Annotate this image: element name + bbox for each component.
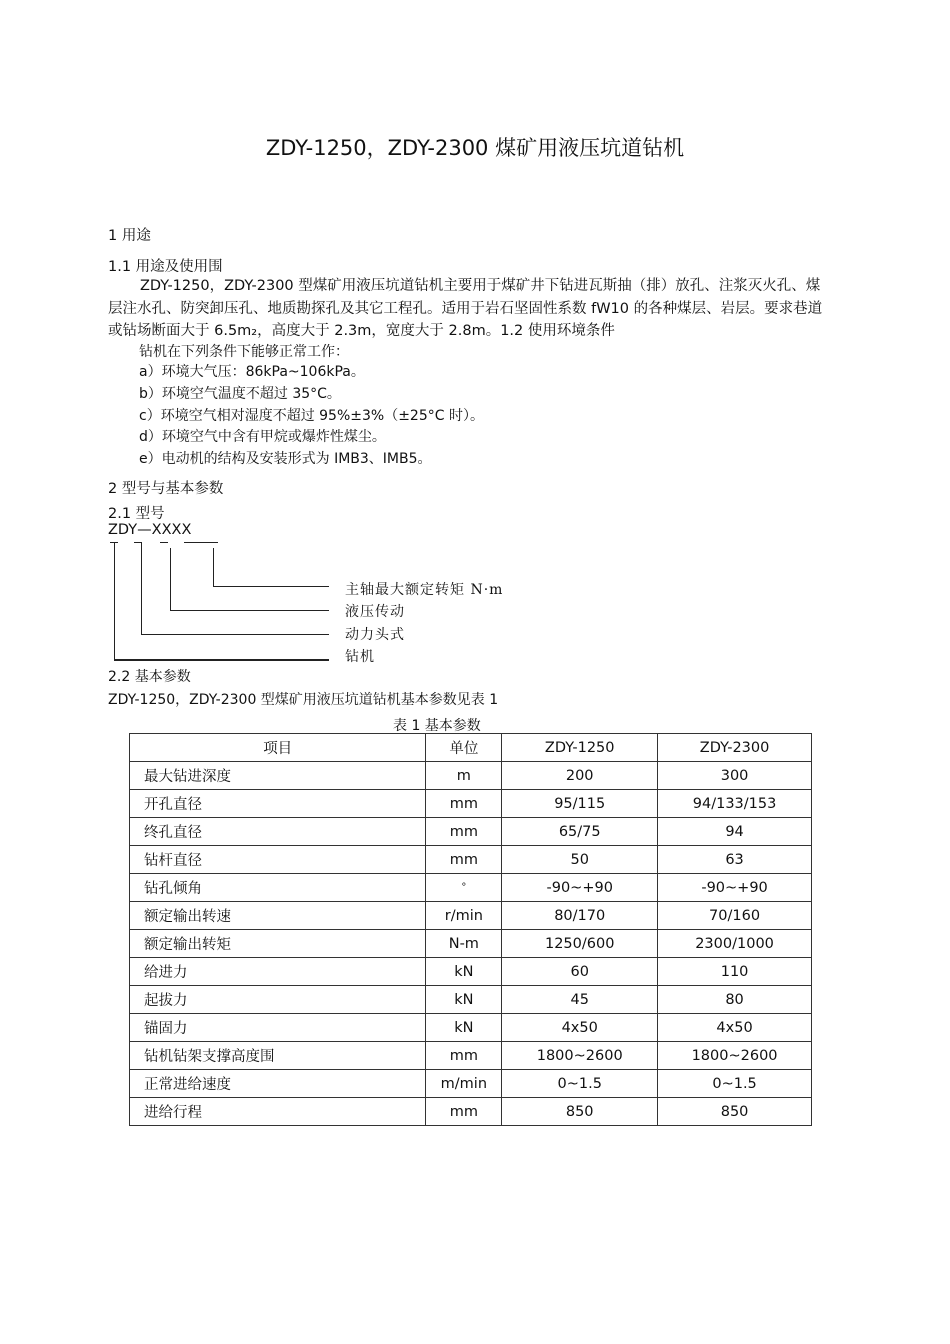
- usage-line-2: 层注水孔、防突卸压孔、地质勘探孔及其它工程孔。适用于岩石坚固性系数 fW10 的各种煤层、岩层。要求巷道: [108, 300, 823, 317]
- table-cell: 1800~2600: [658, 1042, 812, 1070]
- table-cell: 0~1.5: [658, 1070, 812, 1098]
- table-row: [130, 1014, 812, 1042]
- table-cell: 4x50: [502, 1014, 658, 1042]
- table-cell: 开孔直径: [130, 790, 426, 818]
- table-cell: 额定输出转速: [130, 902, 426, 930]
- table-cell: mm: [426, 846, 502, 874]
- table-cell: m: [426, 762, 502, 790]
- table-row: [130, 818, 812, 846]
- usage-line-1: ZDY-1250，ZDY-2300 型煤矿用液压坑道钻机主要用于煤矿井下钻进瓦斯抽（排）放孔、注浆灭火孔、煤: [140, 278, 821, 294]
- table-cell: mm: [426, 1098, 502, 1126]
- table-cell: -90~+90: [658, 874, 812, 902]
- diagram-label-powerhead: 动力头式: [345, 627, 405, 643]
- table-cell: 终孔直径: [130, 818, 426, 846]
- table-row: [130, 1042, 812, 1070]
- table-cell: 300: [658, 762, 812, 790]
- parameters-table: [129, 733, 812, 1126]
- section-2-2-heading: 2.2 基本参数: [108, 669, 191, 685]
- table-cell: m/min: [426, 1070, 502, 1098]
- table-row: [130, 986, 812, 1014]
- diagram-label-drill: 钻机: [345, 649, 375, 665]
- header-cell: ZDY-2300: [658, 734, 812, 762]
- table-row: [130, 902, 812, 930]
- table-row: [130, 846, 812, 874]
- table-cell: 50: [502, 846, 658, 874]
- table-row: [130, 958, 812, 986]
- condition-item: e）电动机的结构及安装形式为 IMB3、IMB5。: [139, 451, 432, 468]
- conditions-intro: 钻机在下列条件下能够正常工作：: [139, 344, 349, 360]
- table-cell: 850: [502, 1098, 658, 1126]
- table-cell: 额定输出转矩: [130, 930, 426, 958]
- page-title: ZDY-1250，ZDY-2300 煤矿用液压坑道钻机: [265, 136, 685, 160]
- section-1-heading: 1 用途: [108, 228, 151, 244]
- header-cell: ZDY-1250: [502, 734, 658, 762]
- table-cell: 60: [502, 958, 658, 986]
- table-row: [130, 1070, 812, 1098]
- table-cell: 钻机钻架支撑高度围: [130, 1042, 426, 1070]
- section-2-1-heading: 2.1 型号: [108, 506, 165, 522]
- table-cell: 4x50: [658, 1014, 812, 1042]
- table-cell: 110: [658, 958, 812, 986]
- section-2-heading: 2 型号与基本参数: [108, 481, 224, 497]
- table-cell: 850: [658, 1098, 812, 1126]
- table-cell: 起拔力: [130, 986, 426, 1014]
- table-cell: 进给行程: [130, 1098, 426, 1126]
- table-cell: 钻孔倾角: [130, 874, 426, 902]
- diagram-label-torque: 主轴最大额定转矩 N·m: [345, 582, 504, 598]
- header-cell: 单位: [426, 734, 502, 762]
- table-row: [130, 930, 812, 958]
- table-header-row: [130, 734, 812, 762]
- table-cell: r/min: [426, 902, 502, 930]
- table-cell: °: [426, 874, 502, 902]
- table-cell: 锚固力: [130, 1014, 426, 1042]
- model-code: ZDY—XXXX: [108, 522, 192, 538]
- table-reference: ZDY-1250，ZDY-2300 型煤矿用液压坑道钻机基本参数见表 1: [108, 692, 499, 708]
- table-cell: mm: [426, 790, 502, 818]
- diagram-label-hydraulic: 液压传动: [345, 604, 405, 620]
- table-cell: 1800~2600: [502, 1042, 658, 1070]
- table-cell: 45: [502, 986, 658, 1014]
- table-cell: kN: [426, 1014, 502, 1042]
- table-row: [130, 874, 812, 902]
- table-cell: 2300/1000: [658, 930, 812, 958]
- condition-item: d）环境空气中含有甲烷或爆炸性煤尘。: [139, 429, 386, 446]
- header-cell: 项目: [130, 734, 426, 762]
- table-cell: kN: [426, 958, 502, 986]
- table-cell: 80/170: [502, 902, 658, 930]
- condition-item: b）环境空气温度不超过 35°C。: [139, 385, 341, 402]
- table-row: [130, 790, 812, 818]
- table-cell: 70/160: [658, 902, 812, 930]
- table-caption: 表 1 基本参数: [393, 718, 481, 734]
- table-cell: 94/133/153: [658, 790, 812, 818]
- usage-line-3: 或钻场断面大于 6.5m₂，高度大于 2.3m，宽度大于 2.8m。1.2 使用环境条件: [108, 323, 615, 339]
- table-cell: 1250/600: [502, 930, 658, 958]
- table-cell: mm: [426, 818, 502, 846]
- table-cell: 200: [502, 762, 658, 790]
- table-row: [130, 762, 812, 790]
- table-cell: 80: [658, 986, 812, 1014]
- table-cell: 94: [658, 818, 812, 846]
- table-cell: N-m: [426, 930, 502, 958]
- usage-paragraph: [108, 275, 838, 343]
- table-cell: 钻杆直径: [130, 846, 426, 874]
- table-cell: mm: [426, 1042, 502, 1070]
- table-cell: 最大钻进深度: [130, 762, 426, 790]
- table-cell: kN: [426, 986, 502, 1014]
- condition-item: a）环境大气压：86kPa~106kPa。: [139, 364, 365, 380]
- table-cell: 95/115: [502, 790, 658, 818]
- table-cell: 正常进给速度: [130, 1070, 426, 1098]
- table-cell: 65/75: [502, 818, 658, 846]
- table-row: [130, 1098, 812, 1126]
- condition-item: c）环境空气相对湿度不超过 95%±3%（±25°C 时）。: [139, 407, 484, 424]
- table-cell: 0~1.5: [502, 1070, 658, 1098]
- table-cell: 63: [658, 846, 812, 874]
- conditions-list: [139, 362, 484, 471]
- section-1-1-heading: 1.1 用途及使用围: [108, 259, 223, 275]
- table-cell: 给进力: [130, 958, 426, 986]
- table-cell: -90~+90: [502, 874, 658, 902]
